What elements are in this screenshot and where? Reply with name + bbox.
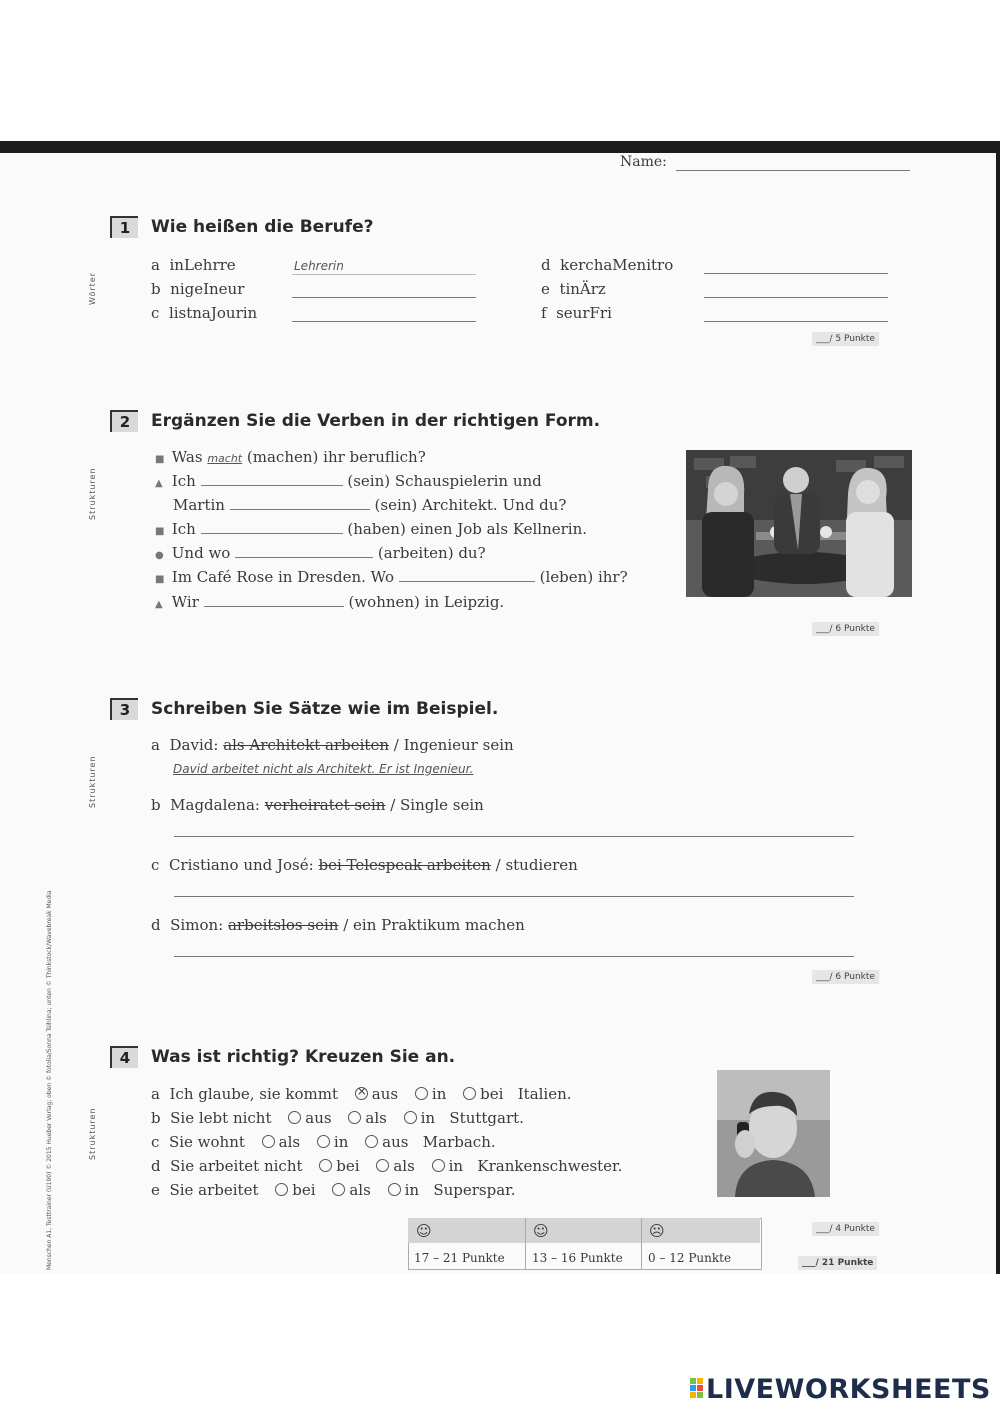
ex4-row-c (151, 1133, 496, 1151)
rating-divider-2 (641, 1218, 642, 1269)
ex4-b-option-3-radio[interactable] (404, 1111, 417, 1124)
ex3-letter-c: c (151, 856, 160, 874)
ex4-a-option-1-label: aus (371, 1085, 399, 1103)
ex2-l1-post: (machen) ihr beruflich? (246, 448, 426, 466)
ex1-item-c (151, 304, 257, 322)
ex4-e-option-1-label: bei (292, 1181, 316, 1199)
circle-bullet-icon: ● (155, 550, 164, 561)
exercise-4-title: Was ist richtig? Kreuzen Sie an. (151, 1047, 456, 1067)
copyright-credit: Menschen A1, Testtrainer (U190) © 2015 Hueber Verlag; oben © fotolia/Sonna Tsihlina; unten © Thinkstock/Wavebreak Media (46, 890, 53, 1270)
ex1-letter-f: f (541, 304, 547, 322)
ex3-letter-a: a (151, 736, 160, 754)
ex2-l7-pre: Wir (171, 593, 199, 611)
rating-header-row (408, 1218, 760, 1243)
ex1-word-a: inLehrre (169, 256, 236, 274)
ex4-letter-a: a (151, 1085, 160, 1103)
ex4-e-option-3-label: in (404, 1181, 420, 1199)
square-bullet-icon: ■ (155, 574, 165, 585)
ex4-e-option-1-radio[interactable] (275, 1183, 288, 1196)
ex4-a-option-3-radio[interactable] (463, 1087, 476, 1100)
ex1-score: ___/ 5 Punkte (812, 332, 879, 346)
ex4-c-option-2-label: in (333, 1133, 349, 1151)
ex1-item-e (541, 280, 606, 298)
ex4-d-option-1-radio[interactable] (319, 1159, 332, 1172)
ex3-item-d (151, 916, 525, 934)
square-bullet-icon: ■ (155, 454, 165, 465)
worksheet-page (0, 141, 1000, 1274)
ex4-letter-b: b (151, 1109, 161, 1127)
rating-range-2: 13 – 16 Punkte (532, 1251, 623, 1265)
ex2-l5-post: (arbeiten) du? (377, 544, 486, 562)
ex4-stem-d: Sie arbeitet nicht (170, 1157, 303, 1175)
ex1-item-f (541, 304, 612, 322)
ex4-e-option-3-radio[interactable] (388, 1183, 401, 1196)
ex3-rest-b: / Single sein (390, 796, 484, 814)
ex4-end-c: Marbach. (422, 1133, 496, 1151)
triangle-bullet-icon: ▲ (155, 599, 163, 610)
ex4-row-b (151, 1109, 524, 1127)
ex2-line-1 (155, 448, 426, 466)
total-score: ___/ 21 Punkte (798, 1256, 877, 1270)
ex1-answer-a: Lehrerin (294, 259, 344, 273)
triangle-bullet-icon: ▲ (155, 478, 163, 489)
ex3-input-b[interactable] (174, 836, 854, 837)
ex2-input-5[interactable] (235, 557, 373, 558)
ex2-l6-pre: Im Café Rose in Dresden. Wo (171, 568, 395, 586)
ex1-input-f[interactable] (704, 321, 888, 322)
ex3-item-b (151, 796, 484, 814)
ex2-l3-post: (sein) Architekt. Und du? (374, 496, 567, 514)
sidebar-label-strukturen-4: Strukturen (88, 1107, 97, 1160)
ex1-word-c: listnaJourin (168, 304, 258, 322)
rating-range-3: 0 – 12 Punkte (648, 1251, 732, 1265)
ex3-strike-a: als Architekt arbeiten (223, 736, 390, 754)
ex3-strike-c: bei Telespeak arbeiten (318, 856, 491, 874)
smiley-happy-icon: ☺ (416, 1222, 432, 1240)
ex2-l6-post: (leben) ihr? (539, 568, 628, 586)
ex1-word-b: nigeIneur (170, 280, 245, 298)
ex4-end-b: Stuttgart. (449, 1109, 524, 1127)
ex2-input-4[interactable] (201, 533, 343, 534)
exercise-3-number: 3 (110, 698, 138, 720)
ex1-letter-a: a (151, 256, 160, 274)
exercise-2-title: Ergänzen Sie die Verben in der richtigen Form. (151, 411, 601, 431)
ex4-e-option-2-radio[interactable] (332, 1183, 345, 1196)
ex2-l7-post: (wohnen) in Leipzig. (348, 593, 505, 611)
exercise-3-title: Schreiben Sie Sätze wie im Beispiel. (151, 699, 499, 719)
ex4-letter-c: c (151, 1133, 160, 1151)
ex4-stem-e: Sie arbeitet (169, 1181, 259, 1199)
cafe-photo (686, 450, 912, 597)
ex1-item-d (541, 256, 673, 274)
ex4-end-a: Italien. (517, 1085, 572, 1103)
ex2-input-6[interactable] (399, 581, 535, 582)
ex4-a-option-1-radio[interactable] (355, 1087, 368, 1100)
ex4-b-option-1-label: aus (305, 1109, 332, 1127)
ex2-line-2 (155, 472, 542, 490)
ex4-letter-e: e (151, 1181, 160, 1199)
ex4-a-option-3-label: bei (480, 1085, 504, 1103)
ex1-input-e[interactable] (704, 297, 888, 298)
ex3-letter-b: b (151, 796, 161, 814)
ex4-b-option-2-radio[interactable] (348, 1111, 361, 1124)
rating-divider-1 (525, 1218, 526, 1269)
ex2-line-3 (173, 496, 566, 514)
ex2-l5-pre: Und wo (171, 544, 231, 562)
smiley-neutral-icon: ☺ (533, 1222, 549, 1240)
ex1-letter-c: c (151, 304, 160, 322)
ex3-input-d[interactable] (174, 956, 854, 957)
ex1-item-b (151, 280, 244, 298)
ex2-l4-post: (haben) einen Job als Kellnerin. (347, 520, 588, 538)
ex4-letter-d: d (151, 1157, 161, 1175)
ex2-input-3[interactable] (230, 509, 370, 510)
ex3-strike-b: verheiratet sein (264, 796, 386, 814)
ex2-line-4 (155, 520, 587, 538)
ex4-stem-a: Ich glaube, sie kommt (169, 1085, 339, 1103)
square-bullet-icon: ■ (155, 526, 165, 537)
ex3-rest-a: / Ingenieur sein (393, 736, 514, 754)
ex1-input-c[interactable] (292, 321, 476, 322)
ex4-c-option-3-radio[interactable] (365, 1135, 378, 1148)
ex4-a-option-2-radio[interactable] (415, 1087, 428, 1100)
ex4-row-a (151, 1085, 572, 1103)
ex2-input-7[interactable] (204, 606, 344, 607)
man-on-phone-photo (717, 1070, 830, 1197)
page-right-border (996, 141, 1000, 1274)
ex3-rest-c: / studieren (495, 856, 578, 874)
ex2-l3-pre: Martin (173, 496, 225, 514)
exercise-2-number: 2 (110, 410, 138, 432)
ex2-line-7 (155, 593, 504, 611)
ex4-d-option-3-label: in (448, 1157, 464, 1175)
name-label: Name: (620, 154, 667, 170)
ex3-input-c[interactable] (174, 896, 854, 897)
ex3-name-d: Simon: (170, 916, 224, 934)
ex4-stem-c: Sie wohnt (168, 1133, 245, 1151)
ex4-b-option-1-radio[interactable] (288, 1111, 301, 1124)
ex3-score: ___/ 6 Punkte (812, 970, 879, 984)
ex4-d-option-1-label: bei (336, 1157, 360, 1175)
liveworksheets-logo-text[interactable]: LIVEWORKSHEETS (706, 1374, 991, 1405)
ex2-l2-post: (sein) Schauspielerin und (347, 472, 542, 490)
ex3-name-a: David: (169, 736, 219, 754)
ex4-end-d: Krankenschwester. (477, 1157, 623, 1175)
sidebar-label-strukturen-2: Strukturen (88, 467, 97, 520)
ex3-letter-d: d (151, 916, 161, 934)
rating-range-1: 17 – 21 Punkte (414, 1251, 505, 1265)
ex1-letter-e: e (541, 280, 550, 298)
ex1-input-d[interactable] (704, 273, 888, 274)
name-field[interactable] (676, 170, 910, 171)
ex1-letter-d: d (541, 256, 551, 274)
ex1-word-d: kerchaMenitro (560, 256, 674, 274)
exercise-1-title: Wie heißen die Berufe? (151, 217, 374, 237)
ex4-d-option-3-radio[interactable] (432, 1159, 445, 1172)
ex1-letter-b: b (151, 280, 161, 298)
page-top-border (0, 141, 1000, 153)
ex2-l1-answer: macht (207, 452, 243, 465)
ex1-item-a (151, 256, 236, 274)
ex4-c-option-1-label: als (278, 1133, 301, 1151)
ex3-name-c: Cristiano und José: (168, 856, 314, 874)
ex3-rest-d: / ein Praktikum machen (343, 916, 525, 934)
exercise-4-number: 4 (110, 1046, 138, 1068)
ex1-line-a (292, 274, 476, 275)
ex4-a-option-2-label: in (431, 1085, 447, 1103)
ex4-d-option-2-radio[interactable] (376, 1159, 389, 1172)
ex2-l1-pre: Was (171, 448, 203, 466)
ex4-row-d (151, 1157, 622, 1175)
exercise-1-number: 1 (110, 216, 138, 238)
ex1-word-e: tinÄrz (559, 280, 606, 298)
ex4-d-option-2-label: als (393, 1157, 415, 1175)
ex4-score: ___/ 4 Punkte (812, 1222, 879, 1236)
ex4-c-option-3-label: aus (382, 1133, 409, 1151)
ex3-strike-d: arbeitslos sein (227, 916, 339, 934)
ex3-example-answer: David arbeitet nicht als Architekt. Er ist Ingenieur. (173, 762, 474, 776)
ex4-c-option-1-radio[interactable] (262, 1135, 275, 1148)
ex4-c-option-2-radio[interactable] (317, 1135, 330, 1148)
ex4-stem-b: Sie lebt nicht (170, 1109, 272, 1127)
sidebar-label-strukturen-3: Strukturen (88, 755, 97, 808)
ex2-score: ___/ 6 Punkte (812, 622, 879, 636)
ex2-line-5 (155, 544, 486, 562)
smiley-sad-icon: ☹ (649, 1222, 665, 1240)
ex4-row-e (151, 1181, 515, 1199)
ex4-b-option-2-label: als (365, 1109, 387, 1127)
ex2-l2-pre: Ich (171, 472, 196, 490)
ex4-e-option-2-label: als (349, 1181, 371, 1199)
ex2-line-6 (155, 568, 628, 586)
ex4-b-option-3-label: in (420, 1109, 436, 1127)
sidebar-label-woerter: Wörter (88, 272, 97, 305)
ex1-input-b[interactable] (292, 297, 476, 298)
ex3-item-a (151, 736, 514, 754)
ex2-input-2[interactable] (201, 485, 343, 486)
ex3-item-c (151, 856, 578, 874)
ex1-word-f: seurFri (556, 304, 612, 322)
ex2-l4-pre: Ich (171, 520, 196, 538)
ex4-end-e: Superspar. (433, 1181, 516, 1199)
ex3-name-b: Magdalena: (170, 796, 260, 814)
